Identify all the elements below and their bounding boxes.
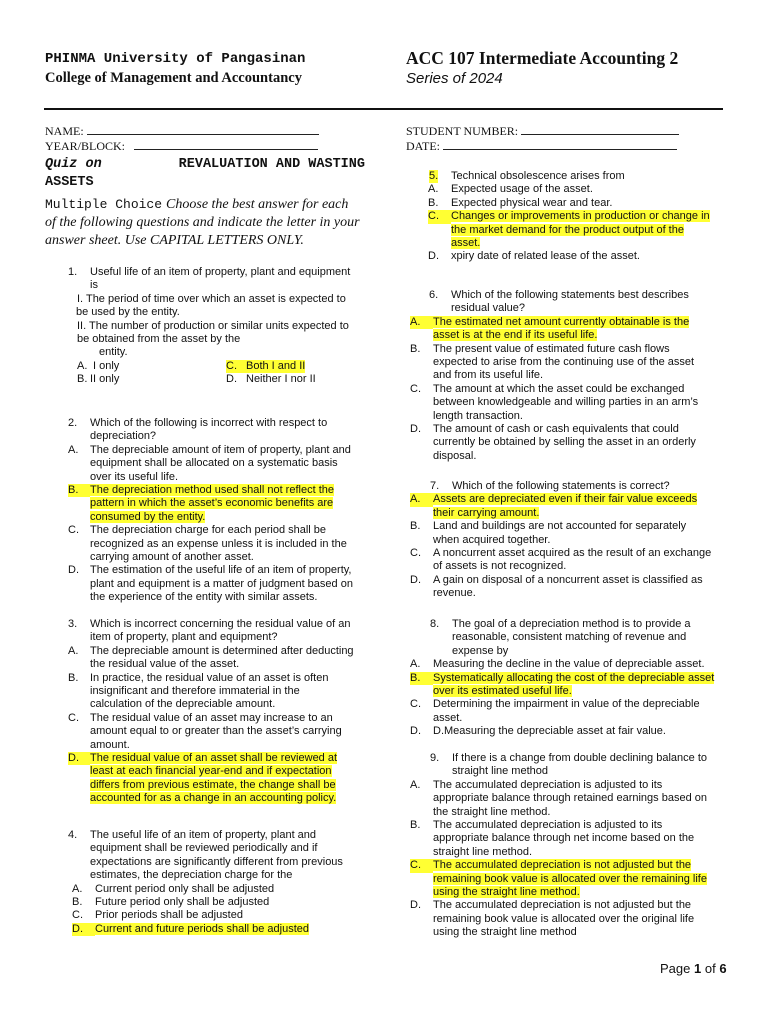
option-text: Current and future periods shall be adjusted	[95, 922, 310, 935]
option-letter: C.	[72, 909, 83, 922]
page-total: 6	[719, 961, 727, 976]
option-letter: B.	[68, 671, 79, 684]
college-name: College of Management and Accountancy	[45, 70, 302, 86]
answer-option	[406, 423, 726, 463]
answer-option	[45, 564, 365, 604]
answer-option	[45, 712, 365, 752]
option-text: equipment shall be allocated on a systematic basis	[90, 457, 338, 470]
option-text: Prior periods shall be adjusted	[95, 909, 243, 922]
answer-option	[406, 658, 726, 671]
answer-option	[406, 547, 726, 574]
option-text: disposal.	[433, 449, 477, 462]
instructions	[45, 195, 365, 250]
option-text: xpiry date of related lease of the asset.	[451, 250, 640, 263]
question-1-statement-1: be used by the entity.	[76, 306, 180, 319]
option-text: Expected usage of the asset.	[451, 183, 593, 196]
option-text: recognized as an expense unless it is included in the	[90, 537, 347, 550]
option-letter: B.	[72, 896, 83, 909]
date-label: DATE:	[406, 139, 440, 153]
instructions-line1: Choose the best answer for each	[166, 197, 349, 212]
university-name: PHINMA University of Pangasinan	[45, 51, 306, 67]
question-stem: item of property, plant and equipment?	[90, 631, 278, 644]
answer-option	[406, 819, 726, 859]
option-text: The residual value of an asset may increase to an	[90, 711, 333, 724]
question-number: 6.	[429, 289, 439, 301]
option-letter: D.	[410, 423, 421, 436]
question-2	[45, 417, 365, 605]
answer-option	[406, 210, 726, 250]
student-number-field	[406, 124, 679, 139]
header-divider	[44, 108, 723, 110]
option-text: The depreciable amount is determined after deducting	[90, 644, 354, 657]
option-letter: D.	[410, 725, 421, 738]
option-text: the market demand for the product output of the	[451, 223, 684, 236]
option-text: and from its useful life.	[433, 369, 544, 382]
option-letter: B.	[410, 671, 421, 684]
course-title: ACC 107 Intermediate Accounting 2	[406, 48, 679, 68]
option-text: Current period only shall be adjusted	[95, 882, 275, 895]
option-text: length transaction.	[433, 409, 523, 422]
option-text: between knowledgeable and willing parties in an arm’s	[433, 396, 699, 409]
question-stem: straight line method	[452, 765, 548, 778]
option-text: remaining book value is allocated over the remaining life	[433, 872, 707, 885]
question-stem: residual value?	[451, 302, 525, 315]
page-indicator	[660, 961, 727, 976]
series-label: Series of 2024	[406, 70, 503, 87]
option-text: when acquired together.	[433, 533, 551, 546]
of-word: of	[704, 961, 716, 976]
option-letter: A.	[410, 778, 421, 791]
option-text: Land and buildings are not accounted for separately	[433, 520, 687, 533]
option-text: The amount of cash or cash equivalents that could	[433, 423, 679, 436]
answer-option	[406, 672, 726, 699]
option-text: A gain on disposal of a noncurrent asset is classified as	[433, 573, 703, 586]
instructions-line3: answer sheet. Use CAPITAL LETTERS ONLY.	[45, 233, 304, 248]
answer-option	[406, 250, 726, 263]
option-letter: B.	[428, 196, 439, 209]
option-text: Expected physical wear and tear.	[451, 196, 613, 209]
option-text: expected to arise from the continuing use of the asset	[433, 356, 695, 369]
question-stem: estimates, the depreciation charge for the	[90, 869, 293, 882]
answer-option	[406, 698, 726, 725]
question-1-statement-2: entity.	[99, 346, 128, 359]
question-stem: Technical obsolescence arises from	[451, 170, 625, 182]
question-stem: If there is a change from double declining balance to	[452, 752, 707, 764]
option-letter: D.	[68, 564, 79, 577]
option-text: The amount at which the asset could be exchanged	[433, 382, 685, 395]
option-letter: B.	[410, 520, 421, 533]
option-text: carrying amount of another asset.	[90, 551, 254, 564]
option-text: Measuring the decline in the value of depreciable asset.	[433, 658, 705, 671]
option-letter: A.	[410, 315, 421, 328]
option-letter: B.	[410, 342, 421, 355]
option-text: the residual value of the asset.	[90, 658, 240, 671]
option-text: Systematically allocating the cost of the depreciable asset	[433, 671, 715, 684]
question-stem: Which is incorrect concerning the residual value of an	[90, 618, 351, 630]
question-number: 9.	[430, 752, 440, 764]
answer-option	[406, 899, 726, 939]
question-stem: expense by	[452, 644, 509, 657]
option-text: The depreciable amount of item of property, plant and	[90, 443, 351, 456]
student-number-label: STUDENT NUMBER:	[406, 124, 519, 138]
question-number: 2.	[68, 417, 78, 429]
question-1-stem: Useful life of an item of property, plant and equipment	[90, 266, 351, 278]
quiz-title	[45, 156, 365, 192]
option-letter: B.	[410, 819, 421, 832]
answer-option	[45, 752, 365, 806]
option-text: of assets is not recognized.	[433, 560, 567, 573]
option-text: pattern in which the asset’s economic benefits are	[90, 497, 334, 510]
question-stem: The goal of a depreciation method is to provide a	[452, 618, 691, 630]
question-1-statement-2: be obtained from the asset by the	[77, 333, 241, 346]
question-5	[406, 170, 726, 264]
option-letter: D.	[410, 573, 421, 586]
option-text: asset.	[451, 237, 481, 250]
option-letter: C.	[428, 210, 439, 223]
option-text: Determining the impairment in value of the depreciable	[433, 698, 700, 711]
option-text: The residual value of an asset shall be reviewed at	[90, 752, 338, 765]
question-8	[406, 618, 726, 739]
option-text: accounted for as a change in an accounting policy.	[90, 792, 337, 805]
question-6	[406, 289, 726, 463]
option-text: The accumulated depreciation is adjusted to its	[433, 778, 663, 791]
option-text: over its estimated useful life.	[433, 685, 572, 698]
option-letter: A.	[72, 882, 83, 895]
question-stem: reasonable, consistent matching of revenue and	[452, 631, 687, 644]
quiz-title-topic2: ASSETS	[45, 175, 94, 190]
option-text: The present value of estimated future cash flows	[433, 342, 670, 355]
option-letter: D.	[68, 752, 79, 765]
option-letter: C.	[410, 859, 421, 872]
option-text: In practice, the residual value of an asset is often	[90, 671, 329, 684]
option-letter: D.	[72, 922, 83, 935]
question-1-statement-1: I. The period of time over which an asset is expected to	[77, 292, 346, 305]
option-text: insignificant and therefore immaterial in the	[90, 685, 300, 698]
question-number: 4.	[68, 829, 78, 841]
date-blank	[443, 148, 677, 150]
option-text: Both I and II	[241, 360, 305, 373]
option-text: appropriate balance through net income based on the	[433, 832, 695, 845]
option-letter: B.	[68, 484, 79, 497]
question-stem: expectations are significantly different from previous	[90, 855, 343, 868]
answer-option	[406, 725, 726, 738]
question-stem: Which of the following statements is correct?	[452, 480, 670, 492]
answer-option	[45, 909, 365, 922]
page-number: 1	[694, 961, 702, 976]
option-text: using the straight line method.	[433, 886, 580, 899]
question-9	[406, 752, 726, 940]
question-1	[45, 266, 365, 387]
option-text: The depreciation charge for each period shall be	[90, 524, 327, 537]
option-text: A noncurrent asset acquired as the result of an exchange	[433, 547, 712, 560]
question-stem: depreciation?	[90, 430, 157, 443]
option-text: consumed by the entity.	[90, 510, 206, 523]
answer-option	[406, 183, 726, 196]
option-text: calculation of the depreciable amount.	[90, 698, 276, 711]
yearblock-field	[45, 139, 318, 154]
option-text: remaining book value is allocated over the original life	[433, 912, 695, 925]
option-text: using the straight line method	[433, 926, 577, 939]
question-number: 8.	[430, 618, 440, 630]
question-stem: equipment shall be reviewed periodically and if	[90, 842, 318, 855]
yearblock-label: YEAR/BLOCK:	[45, 139, 126, 153]
option-letter: C.	[410, 382, 421, 395]
name-blank	[87, 133, 319, 135]
option-letter: C.	[226, 360, 243, 373]
option-text: II only	[90, 373, 120, 386]
option-text: their carrying amount.	[433, 506, 540, 519]
option-letter: D.	[428, 250, 439, 263]
option-text: currently be obtained by selling the asset in an orderly	[433, 436, 696, 449]
option-text: Assets are depreciated even if their fair value exceeds	[433, 493, 698, 506]
option-text: Changes or improvements in production or change in	[451, 210, 710, 223]
question-stem: Which of the following statements best describes	[451, 289, 689, 301]
option-text: amount.	[90, 738, 130, 751]
answer-option	[45, 444, 365, 484]
option-letter: A.	[428, 183, 439, 196]
option-letter: A.	[68, 443, 79, 456]
answer-option	[45, 883, 365, 896]
option-text: over its useful life.	[90, 470, 179, 483]
answer-option	[45, 672, 365, 712]
option-text: differs from previous estimate, the change shall be	[90, 778, 336, 791]
option-letter: B.	[77, 373, 88, 386]
option-text: plant and equipment is a matter of judgment based on	[90, 577, 353, 590]
option-letter: C.	[68, 524, 79, 537]
answer-option	[406, 197, 726, 210]
question-number: 3.	[68, 618, 78, 630]
option-text: I only	[93, 359, 120, 372]
answer-option	[406, 383, 726, 423]
question-1-statement-2: II. The number of production or similar units expected to	[77, 319, 349, 332]
option-text: least at each financial year-end and if expectation	[90, 765, 332, 778]
answer-option	[406, 520, 726, 547]
page-word: Page	[660, 961, 691, 976]
option-letter: A.	[77, 359, 88, 372]
option-letter: C.	[68, 711, 79, 724]
option-text: the straight line method.	[433, 805, 551, 818]
answer-option	[45, 645, 365, 672]
date-field	[406, 139, 677, 154]
option-text: Future period only shall be adjusted	[95, 896, 270, 909]
name-field	[45, 124, 319, 139]
option-text: amount equal to or greater than the asset’s carrying	[90, 725, 342, 738]
question-stem: The useful life of an item of property, plant and	[90, 829, 317, 841]
answer-option	[406, 574, 726, 601]
option-letter: D.	[410, 899, 421, 912]
option-letter: A.	[68, 644, 79, 657]
quiz-title-prefix: Quiz on	[45, 157, 102, 172]
quiz-title-topic: REVALUATION AND WASTING	[178, 157, 365, 172]
question-stem: Which of the following is incorrect with respect to	[90, 417, 328, 429]
answer-option	[406, 316, 726, 343]
option-letter: D.	[226, 373, 237, 386]
option-text: asset is at the end if its useful life.	[433, 329, 598, 342]
answer-option	[406, 343, 726, 383]
option-text: The accumulated depreciation is not adjusted but the	[433, 899, 692, 912]
instructions-line2: of the following questions and indicate the letter in your	[45, 215, 360, 230]
answer-option	[45, 484, 365, 524]
option-letter: C.	[410, 698, 421, 711]
question-7	[406, 480, 726, 601]
option-text: The estimated net amount currently obtainable is the	[433, 315, 690, 328]
yearblock-blank	[134, 148, 318, 150]
question-1-stem: is	[90, 279, 98, 292]
option-text: D.Measuring the depreciable asset at fair value.	[433, 725, 666, 738]
answer-option	[406, 779, 726, 819]
option-text: revenue.	[433, 587, 476, 600]
option-letter: A.	[410, 658, 421, 671]
question-number: 7.	[430, 480, 440, 492]
student-number-blank	[521, 133, 679, 135]
option-text: The estimation of the useful life of an item of property,	[90, 564, 352, 577]
option-text: straight line method.	[433, 845, 533, 858]
answer-option	[45, 524, 365, 564]
option-text: The accumulated depreciation is adjusted to its	[433, 819, 663, 832]
option-text: asset.	[433, 711, 463, 724]
name-label: NAME:	[45, 124, 84, 138]
option-text: appropriate balance through retained earnings based on	[433, 792, 707, 805]
question-4	[45, 829, 365, 936]
instructions-prefix: Multiple Choice	[45, 197, 163, 212]
answer-option	[45, 896, 365, 909]
question-1-number: 1.	[68, 266, 78, 278]
answer-option	[406, 859, 726, 899]
question-number: 5.	[429, 170, 439, 182]
answer-option	[406, 493, 726, 520]
option-text: The depreciation method used shall not reflect the	[90, 484, 334, 497]
option-text: the experience of the entity with similar assets.	[90, 591, 318, 604]
answer-option	[45, 923, 365, 936]
option-letter: C.	[410, 547, 421, 560]
option-text: Neither I nor II	[246, 373, 316, 386]
question-3	[45, 618, 365, 806]
option-letter: A.	[410, 493, 421, 506]
option-text: The accumulated depreciation is not adjusted but the	[433, 859, 692, 872]
